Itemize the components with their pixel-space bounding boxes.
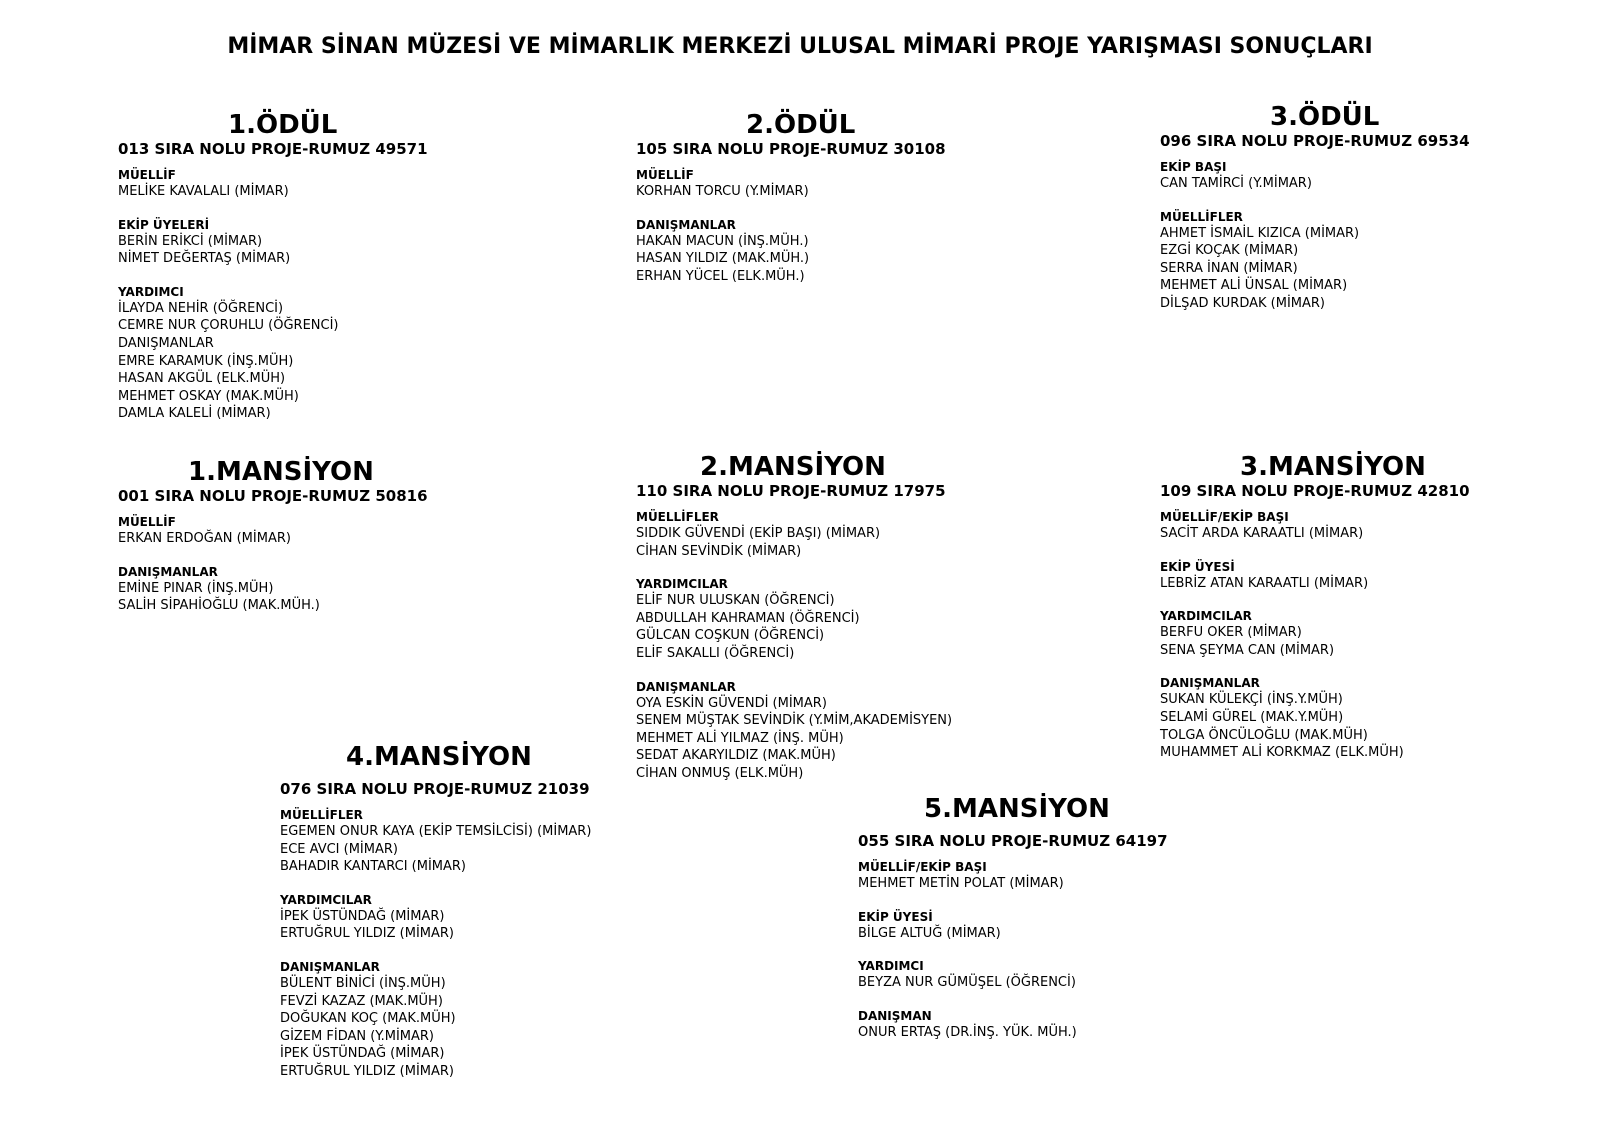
entry-title: 2.ÖDÜL: [746, 110, 856, 140]
group: [636, 168, 946, 201]
mention-1: [118, 457, 428, 615]
member: ERTUĞRUL YILDIZ (MİMAR): [280, 1063, 454, 1079]
member: SERRA İNAN (MİMAR): [1160, 260, 1298, 276]
member: HAKAN MACUN (İNŞ.MÜH.): [636, 233, 809, 249]
member: DAMLA KALELİ (MİMAR): [118, 406, 271, 422]
group-label: EKİP ÜYELERİ: [118, 217, 210, 232]
member: ABDULLAH KAHRAMAN (ÖĞRENCİ): [636, 610, 860, 626]
entry-title: 3.MANSİYON: [1240, 452, 1426, 482]
group: [636, 510, 952, 560]
member: ERTUĞRUL YILDIZ (MİMAR): [280, 926, 454, 942]
group: [280, 960, 591, 1081]
group-label: MÜELLİF/EKİP BAŞI: [1160, 510, 1289, 524]
group-label: DANIŞMANLAR: [118, 564, 218, 579]
group-label: MÜELLİFLER: [1160, 209, 1243, 224]
member: SACİT ARDA KARAATLI (MİMAR): [1160, 526, 1364, 541]
entry-title: 5.MANSİYON: [924, 794, 1110, 824]
member: DİLŞAD KURDAK (MİMAR): [1160, 295, 1326, 311]
member: DOĞUKAN KOÇ (MAK.MÜH): [280, 1011, 456, 1027]
mention-5: [858, 794, 1168, 1041]
entry-code: 105 SIRA NOLU PROJE-RUMUZ 30108: [636, 140, 946, 158]
group: [636, 218, 946, 286]
group: [858, 860, 1168, 893]
group: [1160, 160, 1470, 193]
member: AHMET İSMAİL KIZICA (MİMAR): [1160, 225, 1360, 241]
group-label: MÜELLİF: [636, 168, 694, 182]
entry-code: 055 SIRA NOLU PROJE-RUMUZ 64197: [858, 832, 1168, 850]
group: [636, 577, 952, 662]
entry-code: 001 SIRA NOLU PROJE-RUMUZ 50816: [118, 487, 428, 505]
group-label: MÜELLİF: [118, 515, 176, 529]
member: FEVZİ KAZAZ (MAK.MÜH): [280, 993, 443, 1009]
member: MEHMET METİN POLAT (MİMAR): [858, 876, 1064, 891]
group-label: YARDIMCI: [858, 959, 924, 974]
member: CİHAN SEVİNDİK (MİMAR): [636, 543, 802, 559]
member: ERKAN ERDOĞAN (MİMAR): [118, 531, 291, 546]
group-label: YARDIMCILAR: [1160, 609, 1252, 624]
group-label: DANIŞMANLAR: [636, 679, 736, 694]
member: ELİF SAKALLI (ÖĞRENCİ): [636, 645, 795, 661]
member: KORHAN TORCU (Y.MİMAR): [636, 184, 809, 199]
award-2: [636, 110, 946, 285]
member: İPEK ÜSTÜNDAĞ (MİMAR): [280, 1046, 445, 1062]
member: SEDAT AKARYILDIZ (MAK.MÜH): [636, 748, 836, 764]
member: LEBRİZ ATAN KARAATLI (MİMAR): [1160, 575, 1369, 591]
entry-title: 2.MANSİYON: [700, 452, 886, 482]
member: EGEMEN ONUR KAYA (EKİP TEMSİLCİSİ) (MİMAR): [280, 824, 592, 839]
member: BİLGE ALTUĞ (MİMAR): [858, 925, 1001, 941]
member: CAN TAMİRCİ (Y.MİMAR): [1160, 176, 1312, 191]
member: SUKAN KÜLEKÇİ (İNŞ.Y.MÜH): [1160, 692, 1343, 708]
group-label: EKİP ÜYESİ: [1160, 559, 1235, 574]
member: BERİN ERİKCİ (MİMAR): [118, 233, 263, 249]
member: CİHAN ONMUŞ (ELK.MÜH): [636, 765, 804, 781]
member: GÜLCAN COŞKUN (ÖĞRENCİ): [636, 628, 825, 644]
entry-code: 110 SIRA NOLU PROJE-RUMUZ 17975: [636, 482, 946, 500]
member: MELİKE KAVALALI (MİMAR): [118, 184, 289, 199]
member: CEMRE NUR ÇORUHLU (ÖĞRENCİ): [118, 318, 339, 334]
member: GİZEM FİDAN (Y.MİMAR): [280, 1028, 434, 1044]
entry-title: 3.ÖDÜL: [1270, 102, 1380, 132]
group: [1160, 609, 1470, 659]
group-label: EKİP ÜYESİ: [858, 909, 933, 924]
member: OYA ESKİN GÜVENDİ (MİMAR): [636, 695, 827, 711]
group: [1160, 676, 1470, 761]
member: ECE AVCI (MİMAR): [280, 841, 398, 857]
member: SELAMİ GÜREL (MAK.Y.MÜH): [1160, 709, 1344, 725]
award-3: [1160, 102, 1470, 313]
member: SENA ŞEYMA CAN (MİMAR): [1160, 642, 1335, 658]
group-label: YARDIMCILAR: [280, 892, 372, 907]
entry-title: 1.MANSİYON: [188, 457, 374, 487]
member: SALİH SİPAHİOĞLU (MAK.MÜH.): [118, 598, 320, 614]
member: BÜLENT BİNİCİ (İNŞ.MÜH): [280, 975, 446, 991]
group: [280, 808, 591, 876]
group: [858, 1009, 1168, 1042]
group-label: MÜELLİFLER: [636, 510, 719, 524]
member: EZGİ KOÇAK (MİMAR): [1160, 243, 1299, 259]
group: [1160, 210, 1470, 313]
entry-code: 013 SIRA NOLU PROJE-RUMUZ 49571: [118, 140, 428, 158]
group-label: MÜELLİFLER: [280, 808, 363, 822]
member: BEYZA NUR GÜMÜŞEL (ÖĞRENCİ): [858, 975, 1076, 991]
member: ELİF NUR ULUSKAN (ÖĞRENCİ): [636, 593, 835, 609]
entry-code: 109 SIRA NOLU PROJE-RUMUZ 42810: [1160, 482, 1470, 500]
member: ERHAN YÜCEL (ELK.MÜH.): [636, 268, 805, 284]
group-label: MÜELLİF: [118, 168, 176, 182]
member: MUHAMMET ALİ KORKMAZ (ELK.MÜH): [1160, 745, 1404, 761]
group: [118, 168, 428, 201]
member: BAHADIR KANTARCI (MİMAR): [280, 859, 466, 875]
member: SIDDIK GÜVENDİ (EKİP BAŞI) (MİMAR): [636, 526, 881, 541]
group: [1160, 510, 1470, 543]
member: MEHMET OSKAY (MAK.MÜH): [118, 388, 299, 404]
group: [858, 959, 1168, 992]
group-label: MÜELLİF/EKİP BAŞI: [858, 860, 987, 874]
entry-code: 096 SIRA NOLU PROJE-RUMUZ 69534: [1160, 132, 1470, 150]
award-1: [118, 110, 428, 423]
mention-4: [280, 742, 591, 1081]
member: SENEM MÜŞTAK SEVİNDİK (Y.MİM,AKADEMİSYEN): [636, 713, 953, 729]
group: [118, 218, 428, 268]
member: EMİNE PINAR (İNŞ.MÜH): [118, 580, 274, 596]
member: HASAN YILDIZ (MAK.MÜH.): [636, 251, 810, 267]
member: EMRE KARAMUK (İNŞ.MÜH): [118, 353, 294, 369]
group: [118, 565, 428, 615]
mention-2: [636, 452, 952, 783]
member: HASAN AKGÜL (ELK.MÜH): [118, 371, 286, 387]
entry-title: 4.MANSİYON: [346, 742, 532, 772]
entry-code: 076 SIRA NOLU PROJE-RUMUZ 21039: [280, 780, 590, 798]
member: ONUR ERTAŞ (DR.İNŞ. YÜK. MÜH.): [858, 1024, 1077, 1040]
group-label: EKİP BAŞI: [1160, 160, 1227, 174]
group: [118, 285, 428, 423]
member: BERFU OKER (MİMAR): [1160, 625, 1302, 641]
member: NİMET DEĞERTAŞ (MİMAR): [118, 251, 291, 267]
member: DANIŞMANLAR: [118, 335, 214, 351]
group-label: YARDIMCI: [118, 284, 184, 299]
group: [118, 515, 428, 548]
mention-3: [1160, 452, 1470, 762]
group-label: DANIŞMANLAR: [636, 217, 736, 232]
member: MEHMET ALİ YILMAZ (İNŞ. MÜH): [636, 730, 844, 746]
entry-title: 1.ÖDÜL: [228, 110, 338, 140]
group: [636, 680, 952, 783]
group-label: DANIŞMANLAR: [280, 959, 380, 974]
group-label: YARDIMCILAR: [636, 577, 728, 592]
member: İLAYDA NEHİR (ÖĞRENCİ): [118, 300, 284, 316]
group-label: DANIŞMANLAR: [1160, 676, 1260, 691]
group: [1160, 560, 1470, 593]
group-label: DANIŞMAN: [858, 1008, 932, 1023]
group: [858, 910, 1168, 943]
member: İPEK ÜSTÜNDAĞ (MİMAR): [280, 908, 445, 924]
member: TOLGA ÖNCÜLOĞLU (MAK.MÜH): [1160, 727, 1368, 743]
page-title: MİMAR SİNAN MÜZESİ VE MİMARLIK MERKEZİ ULUSAL MİMARİ PROJE YARIŞMASI SONUÇLARI: [227, 34, 1373, 59]
member: MEHMET ALİ ÜNSAL (MİMAR): [1160, 278, 1348, 294]
group: [280, 893, 591, 943]
